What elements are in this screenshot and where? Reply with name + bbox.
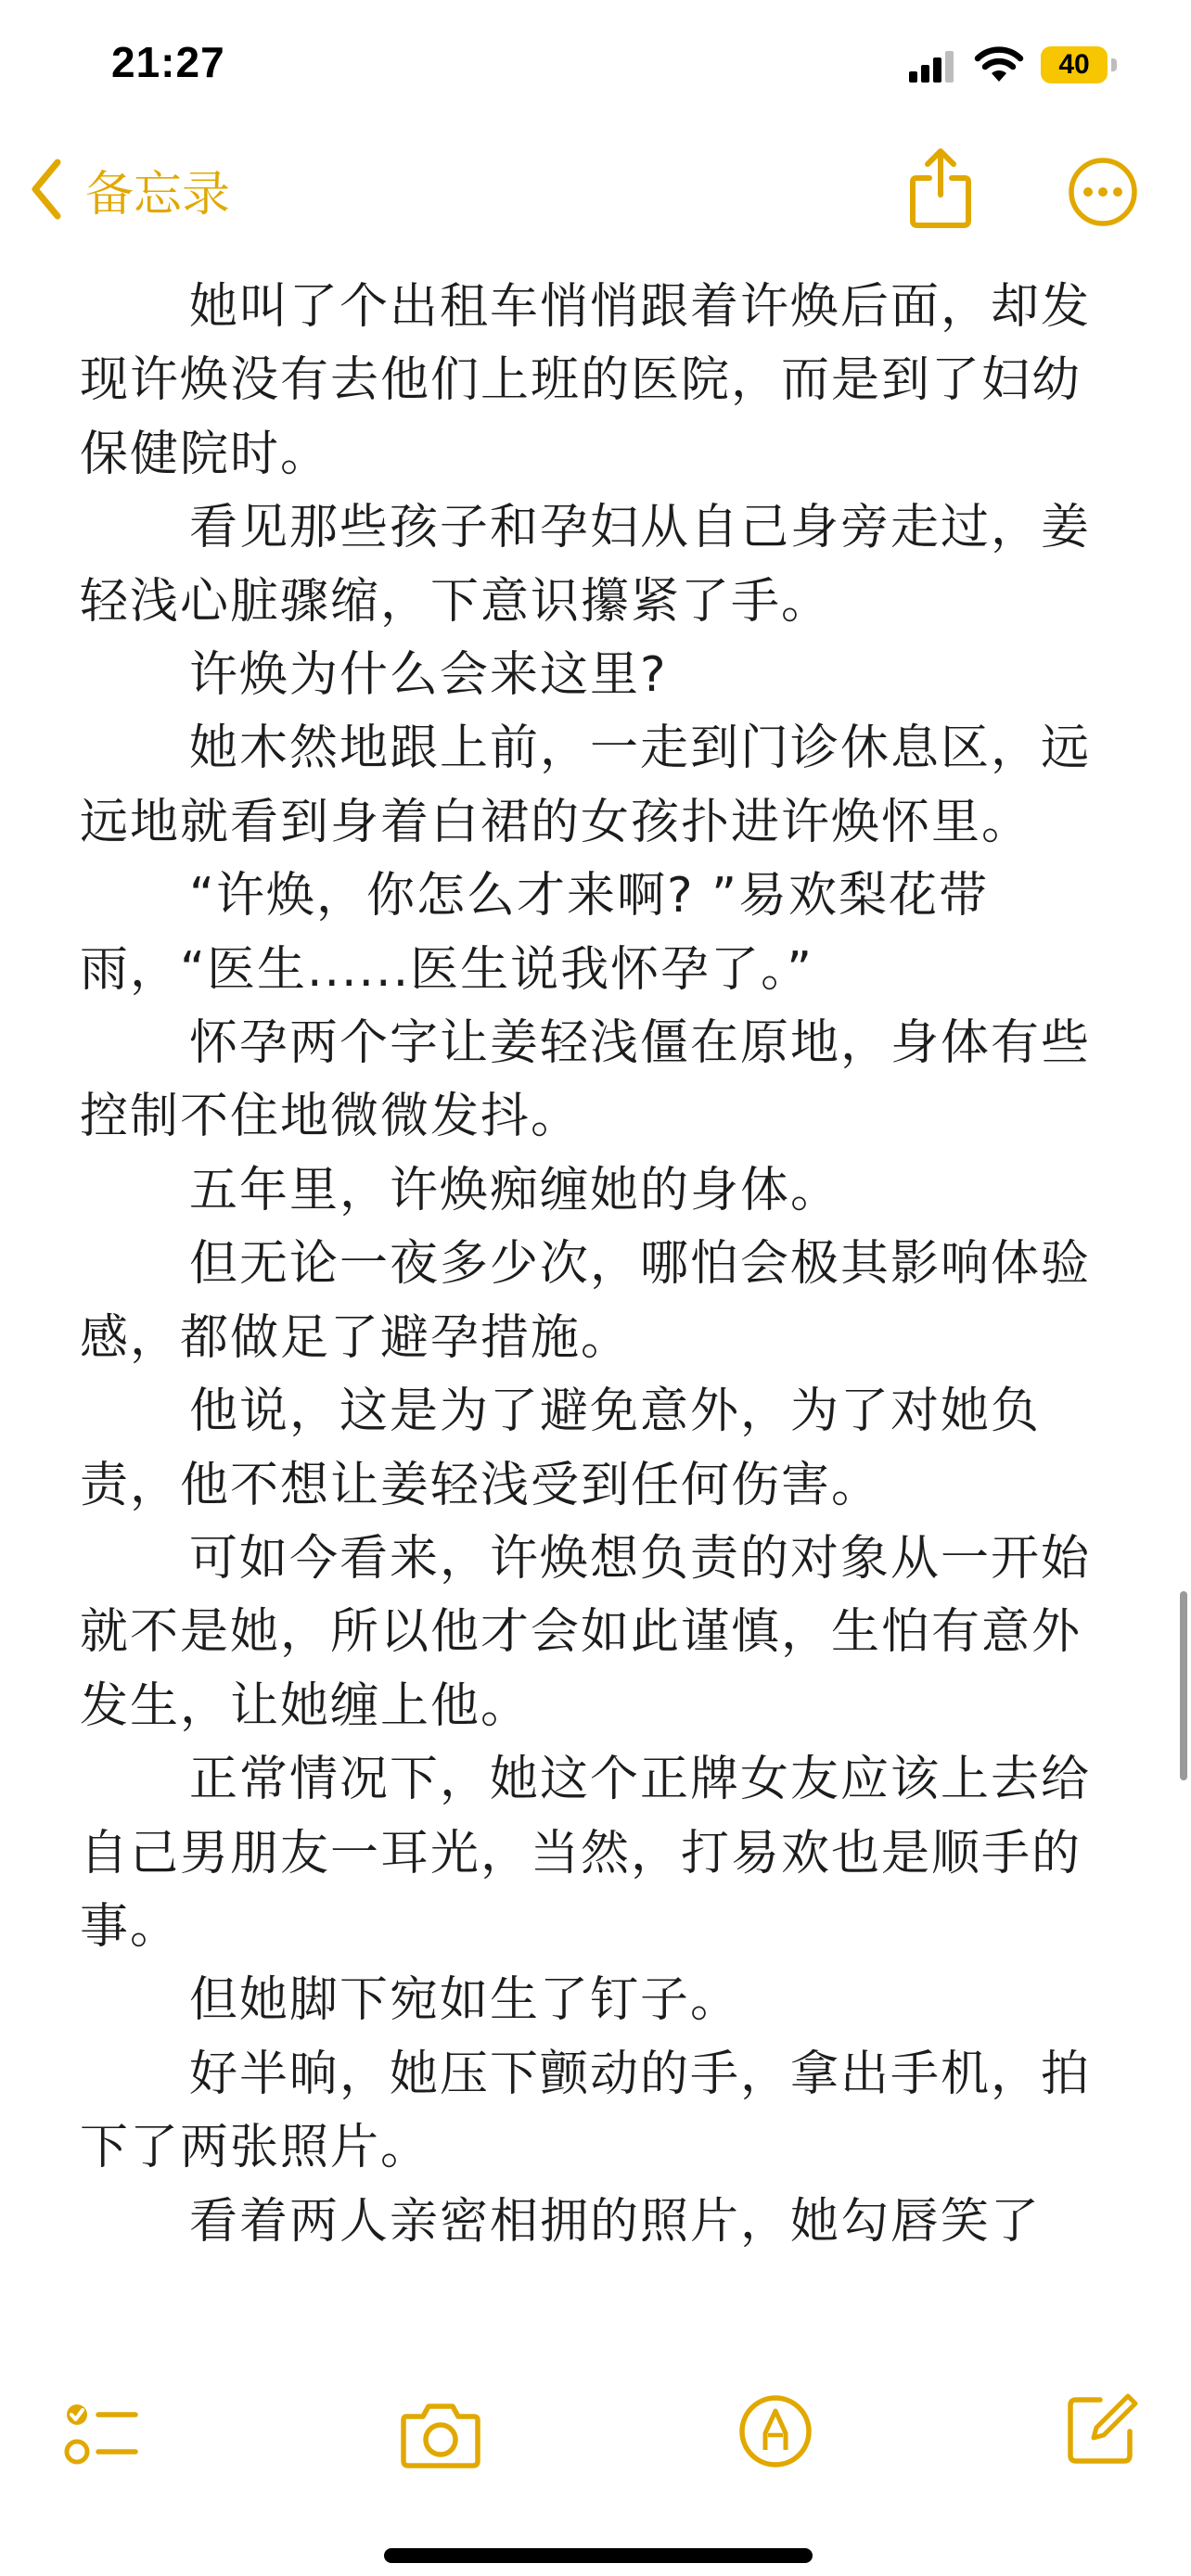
camera-icon[interactable] — [399, 2396, 482, 2470]
chevron-left-icon — [28, 157, 65, 222]
note-paragraph: “许焕，你怎么才来啊? ”易欢梨花带雨，“医生......医生说我怀孕了。” — [80, 868, 990, 998]
note-paragraph: 正常情况下，她这个正牌女友应该上去给自己男朋友一耳光，当然，打易欢也是顺手的事。 — [80, 1752, 1092, 1955]
note-paragraph: 怀孕两个字让姜轻浅僵在原地，身体有些控制不住地微微发抖。 — [80, 1015, 1092, 1145]
status-time: 21:27 — [111, 38, 225, 86]
note-paragraph: 可如今看来，许焕想负责的对象从一开始就不是她，所以他才会如此谨慎，生怕有意外发生，让她缠上他。 — [80, 1530, 1092, 1734]
note-paragraph: 但她脚下宛如生了钉子。 — [189, 1972, 741, 2029]
note-paragraph: 好半晌，她压下颤动的手，拿出手机，拍下了两张照片。 — [80, 2046, 1092, 2176]
scroll-indicator[interactable] — [1180, 1591, 1187, 1780]
note-paragraph: 看见那些孩子和孕妇从自己身旁走过，姜轻浅心脏骤缩，下意识攥紧了手。 — [80, 500, 1092, 630]
battery-cap — [1111, 58, 1117, 71]
cellular-signal-icon — [909, 51, 955, 83]
note-paragraph: 五年里，许焕痴缠她的身体。 — [189, 1162, 841, 1218]
battery-indicator — [1041, 46, 1117, 83]
ellipsis-circle-icon[interactable] — [1067, 156, 1139, 228]
markup-pen-icon[interactable] — [736, 2392, 814, 2470]
note-paragraph: 她叫了个出租车悄悄跟着许焕后面，却发现许焕没有去他们上班的医院，而是到了妇幼保健院时。 — [80, 279, 1092, 482]
bottom-toolbar — [0, 2374, 1191, 2576]
nav-bar — [0, 130, 1191, 250]
back-button[interactable] — [28, 152, 230, 226]
share-icon[interactable] — [907, 147, 974, 230]
note-body[interactable] — [80, 271, 1119, 2259]
home-indicator[interactable] — [384, 2548, 813, 2563]
note-paragraph: 看着两人亲密相拥的照片，她勾唇笑了 — [189, 2193, 1042, 2250]
wifi-icon — [974, 46, 1024, 83]
battery-level: 40 — [1041, 46, 1108, 83]
note-paragraph: 但无论一夜多少次，哪怕会极其影响体验感，都做足了避孕措施。 — [80, 1236, 1092, 1366]
note-paragraph: 他说，这是为了避免意外，为了对她负责，他不想让姜轻浅受到任何伤害。 — [80, 1384, 1042, 1513]
compose-icon[interactable] — [1063, 2391, 1139, 2467]
status-bar — [0, 0, 1191, 130]
checklist-icon[interactable] — [61, 2394, 143, 2476]
note-paragraph: 她木然地跟上前，一走到门诊休息区，远远地就看到身着白裙的女孩扑进许焕怀里。 — [80, 721, 1092, 850]
back-label: 备忘录 — [85, 166, 231, 223]
note-paragraph: 许焕为什么会来这里? — [189, 647, 668, 704]
